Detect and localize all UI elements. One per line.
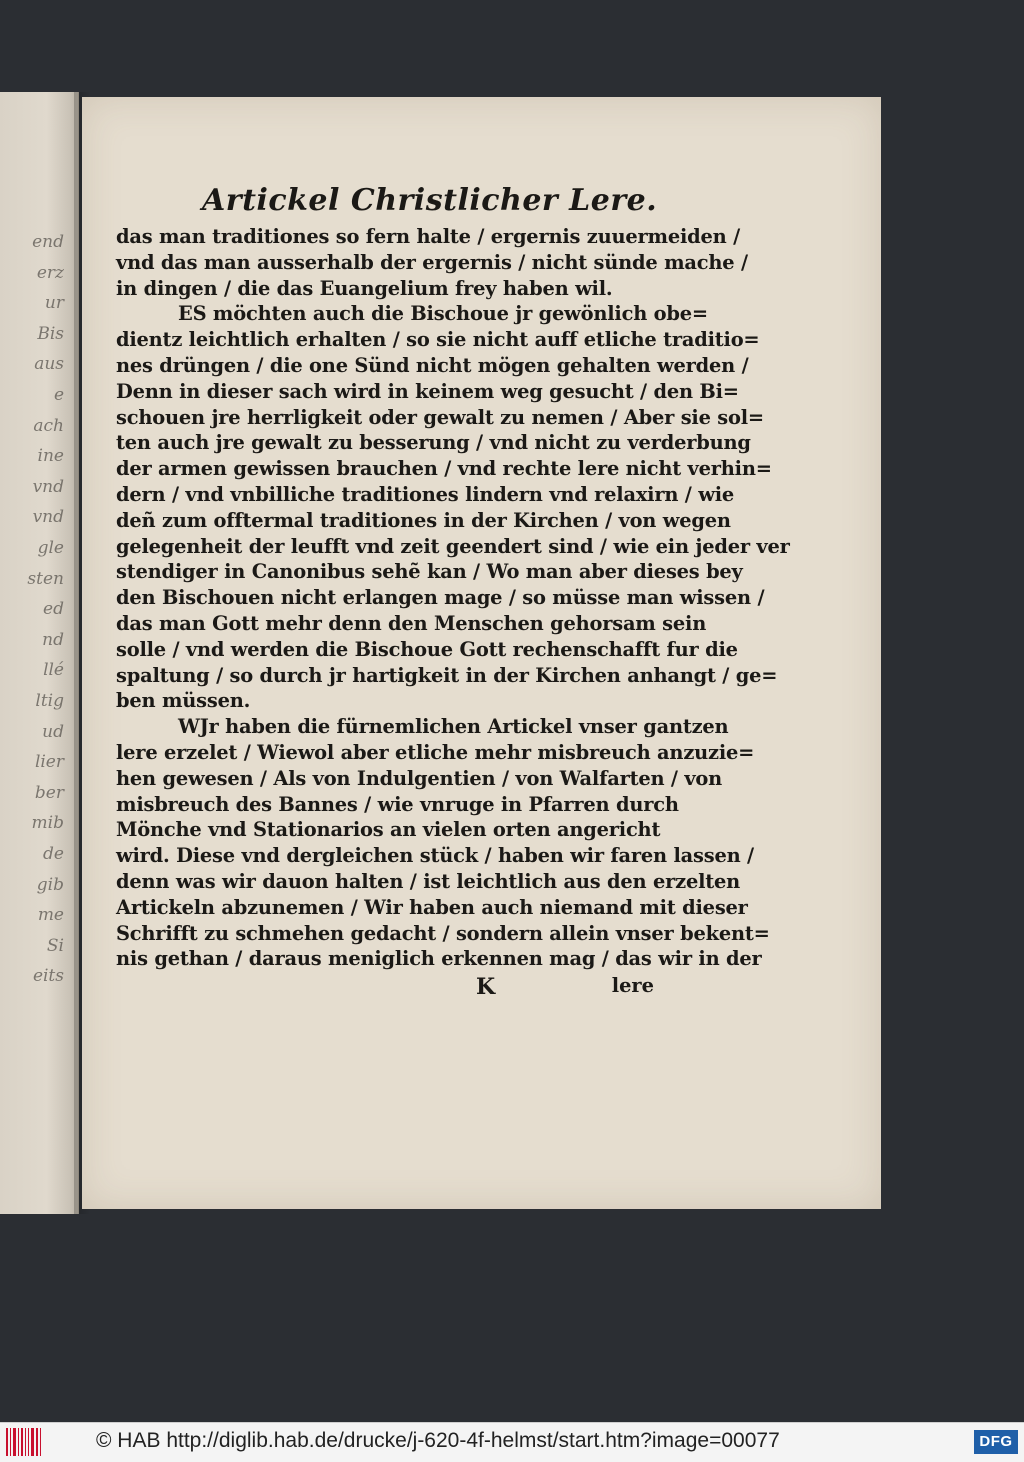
text-line: ten auch jre gewalt zu besserung / vnd nicht zu verderbung bbox=[116, 431, 751, 455]
viewer-footer-bar bbox=[0, 1422, 1024, 1462]
previous-page-fragment: vnd bbox=[32, 507, 64, 528]
text-line: der armen gewissen brauchen / vnd rechte lere nicht verhin= bbox=[116, 457, 772, 481]
barcode-bar bbox=[25, 1428, 26, 1456]
previous-page-fragment: ach bbox=[33, 415, 64, 436]
text-line: Artickeln abzunemen / Wir haben auch niemand mit dieser bbox=[116, 895, 748, 919]
text-line: solle / vnd werden die Bischoue Gott rechenschafft fur die bbox=[116, 637, 738, 661]
previous-page-fragment: me bbox=[37, 905, 64, 926]
text-line: schouen jre herrligkeit oder gewalt zu nemen / Aber sie sol= bbox=[116, 405, 764, 429]
previous-page-fragment: e bbox=[53, 385, 64, 405]
previous-page-fragment: ltig bbox=[35, 691, 64, 711]
previous-page-fragment: Bis bbox=[37, 323, 64, 344]
copyright-credit[interactable]: © HAB http://diglib.hab.de/drucke/j-620-4f-helmst/start.htm?image=00077 bbox=[96, 1429, 780, 1452]
barcode-bar bbox=[40, 1428, 41, 1456]
page-footer-line bbox=[116, 974, 658, 1004]
previous-page-fragment: ed bbox=[43, 599, 64, 620]
text-line: ES möchten auch die Bischoue jr gewönlich obe= bbox=[178, 302, 708, 326]
text-line: denn was wir dauon halten / ist leichtlich aus den erzelten bbox=[116, 869, 741, 893]
text-line: dern / vnd vnbilliche traditiones lindern vnd relaxirn / wie bbox=[116, 482, 735, 506]
previous-page-fragment: ur bbox=[44, 293, 64, 314]
text-line: ben müssen. bbox=[116, 689, 251, 713]
text-line: deñ zum offtermal traditiones in der Kirchen / von wegen bbox=[116, 508, 731, 532]
previous-page-fragment: erz bbox=[36, 262, 64, 283]
text-line: spaltung / so durch jr hartigkeit in der Kirchen anhangt / ge= bbox=[116, 663, 778, 687]
text-line: lere erzelet / Wiewol aber etliche mehr misbreuch anzuzie= bbox=[116, 740, 755, 764]
previous-page-fragment: nd bbox=[42, 629, 64, 650]
barcode-bar bbox=[21, 1428, 23, 1456]
text-line: vnd das man ausserhalb der ergernis / nicht sünde mache / bbox=[116, 250, 748, 274]
text-lines bbox=[116, 224, 790, 972]
text-line: gelegenheit der leufft vnd zeit geendert sind / wie ein jeder ver bbox=[116, 534, 790, 558]
text-line: misbreuch des Bannes / wie vnruge in Pfarren durch bbox=[116, 792, 679, 816]
text-line: in dingen / die das Euangelium frey haben wil. bbox=[116, 276, 613, 300]
previous-page-fragment: gle bbox=[37, 538, 64, 558]
running-heading: Artickel Christlicher Lere. bbox=[202, 183, 658, 218]
text-line: nis gethan / daraus meniglich erkennen mag / das wir in der bbox=[116, 947, 762, 971]
text-line: Mönche vnd Stationarios an vielen orten angericht bbox=[116, 818, 661, 842]
barcode-icon bbox=[6, 1428, 44, 1456]
previous-page-fragment: ber bbox=[34, 782, 64, 803]
barcode-bar bbox=[31, 1428, 34, 1456]
previous-page-fragment: eits bbox=[32, 966, 64, 987]
barcode-bar bbox=[10, 1428, 11, 1456]
previous-page-fragment: Si bbox=[46, 935, 64, 956]
text-line: hen gewesen / Als von Indulgentien / von Walfarten / von bbox=[116, 766, 723, 790]
previous-page-fragment: de bbox=[43, 844, 64, 864]
text-line: den Bischouen nicht erlangen mage / so müsse man wissen / bbox=[116, 586, 765, 610]
text-line: stendiger in Canonibus sehẽ kan / Wo man aber dieses bey bbox=[116, 560, 743, 584]
page-text-block bbox=[116, 183, 790, 1004]
previous-page-fragment: lier bbox=[34, 752, 64, 773]
barcode-bar bbox=[28, 1428, 29, 1456]
text-line: Denn in dieser sach wird in keinem weg gesucht / den Bi= bbox=[116, 379, 739, 403]
previous-page-fragment: gib bbox=[36, 874, 64, 895]
barcode-bar bbox=[18, 1428, 19, 1456]
text-line: dientz leichtlich erhalten / so sie nicht auff etliche traditio= bbox=[116, 328, 760, 352]
previous-page-fragment: llé bbox=[43, 660, 64, 681]
text-line: wird. Diese vnd dergleichen stück / haben wir faren lassen / bbox=[116, 844, 754, 868]
text-line: das man traditiones so fern halte / ergernis zuuermeiden / bbox=[116, 225, 740, 248]
previous-page-fragment: end bbox=[32, 232, 64, 252]
text-line: Schrifft zu schmehen gedacht / sondern allein vnser bekent= bbox=[116, 921, 770, 945]
text-line: WJr haben die fürnemlichen Artickel vnser gantzen bbox=[178, 715, 729, 739]
previous-page-fragment: sten bbox=[27, 568, 64, 589]
text-line: nes drüngen / die one Sünd nicht mögen gehalten werden / bbox=[116, 353, 749, 377]
dfg-logo-icon: DFG bbox=[974, 1430, 1018, 1454]
signature-mark: K bbox=[476, 974, 496, 1001]
barcode-bar bbox=[13, 1428, 16, 1456]
previous-page-fragment: ine bbox=[37, 446, 64, 467]
text-line: das man Gott mehr denn den Menschen gehorsam sein bbox=[116, 611, 707, 635]
previous-page-fragment: ud bbox=[42, 721, 64, 742]
previous-page-fragment: vnd bbox=[32, 476, 64, 497]
previous-page-fragment: aus bbox=[34, 354, 64, 375]
barcode-bar bbox=[6, 1428, 8, 1456]
barcode-bar bbox=[36, 1428, 38, 1456]
previous-page-edge bbox=[0, 92, 79, 1214]
previous-page-fragment: mib bbox=[31, 813, 64, 834]
catchword: lere bbox=[611, 974, 654, 998]
